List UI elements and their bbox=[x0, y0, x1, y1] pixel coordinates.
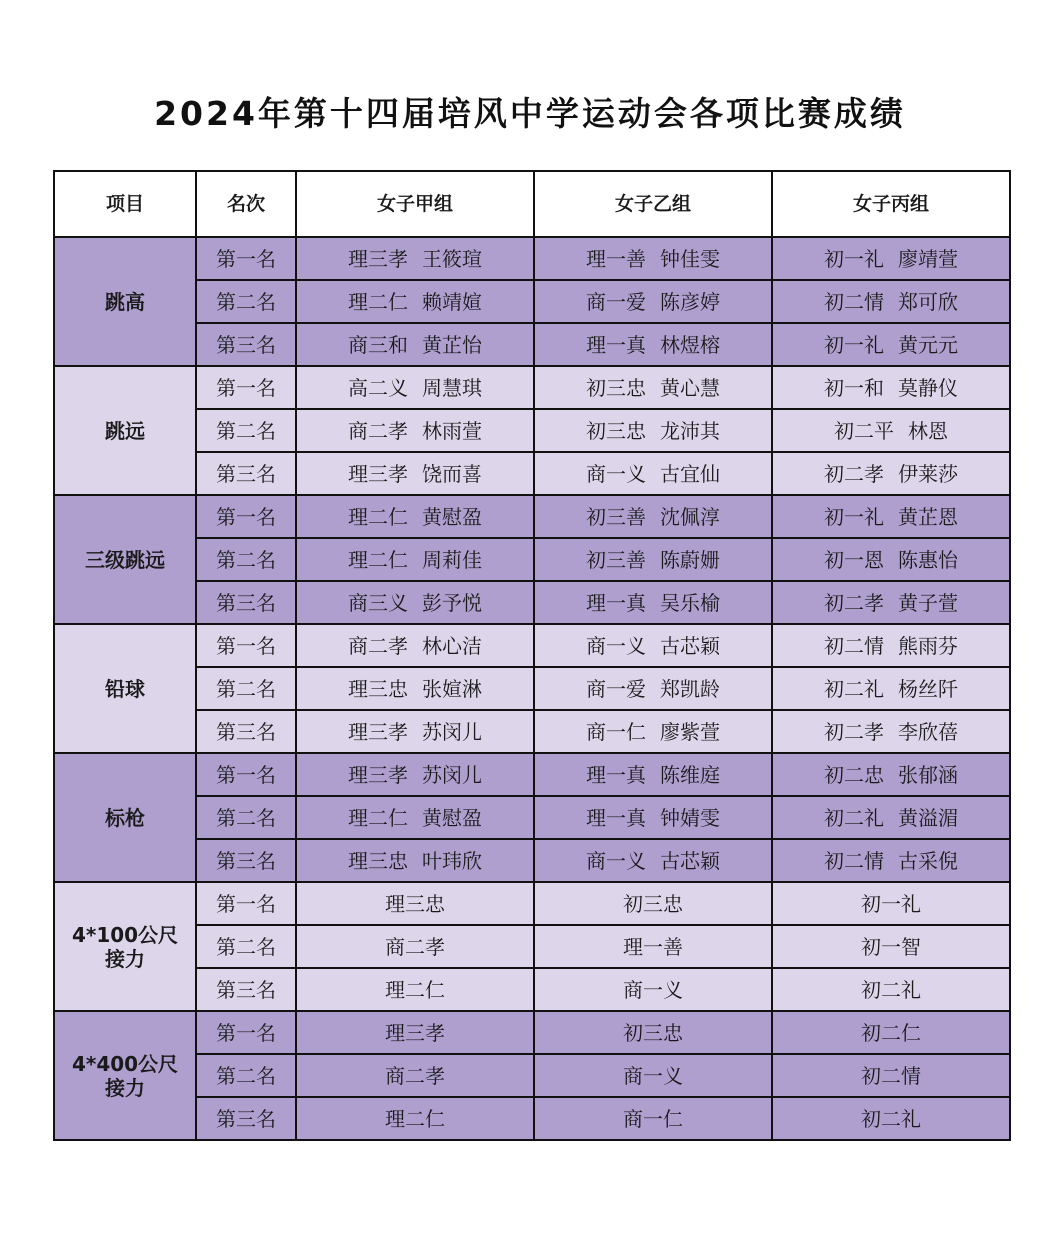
class-name: 理三孝 bbox=[348, 461, 408, 486]
athlete-name: 龙沛其 bbox=[660, 418, 720, 443]
table-row bbox=[54, 323, 1010, 366]
result-cell bbox=[772, 624, 1010, 667]
rank-cell: 第三名 bbox=[196, 452, 296, 495]
table-row bbox=[54, 1054, 1010, 1097]
result-cell bbox=[296, 1054, 534, 1097]
event-name-cell: 三级跳远 bbox=[54, 495, 196, 624]
class-name: 理二仁 bbox=[348, 289, 408, 314]
event-name-line: 接力 bbox=[105, 1075, 145, 1100]
event-group bbox=[54, 753, 1010, 882]
class-name: 初三忠 bbox=[623, 1020, 683, 1045]
result-cell bbox=[296, 667, 534, 710]
event-group bbox=[54, 495, 1010, 624]
class-name: 理二仁 bbox=[385, 977, 445, 1002]
result-cell bbox=[772, 323, 1010, 366]
athlete-name: 林雨萱 bbox=[422, 418, 482, 443]
event-name-line: 4*100公尺 bbox=[71, 922, 179, 947]
result-cell bbox=[296, 796, 534, 839]
athlete-name: 古采倪 bbox=[898, 848, 958, 873]
result-cell bbox=[772, 581, 1010, 624]
result-cell bbox=[772, 452, 1010, 495]
athlete-name: 古芯颖 bbox=[660, 848, 720, 873]
class-name: 初二平 bbox=[834, 418, 894, 443]
event-group bbox=[54, 882, 1010, 1011]
result-cell bbox=[772, 882, 1010, 925]
athlete-name: 古宜仙 bbox=[660, 461, 720, 486]
athlete-name: 周莉佳 bbox=[422, 547, 482, 572]
table-row bbox=[54, 452, 1010, 495]
result-cell bbox=[534, 839, 772, 882]
rank-cell: 第二名 bbox=[196, 280, 296, 323]
result-cell bbox=[534, 710, 772, 753]
athlete-name: 陈彦婷 bbox=[660, 289, 720, 314]
table-row bbox=[54, 366, 1010, 409]
class-name: 理三孝 bbox=[348, 246, 408, 271]
result-cell bbox=[772, 753, 1010, 796]
result-cell bbox=[296, 925, 534, 968]
rank-cell: 第二名 bbox=[196, 925, 296, 968]
table-row bbox=[54, 1097, 1010, 1140]
result-cell bbox=[296, 968, 534, 1011]
class-name: 初三忠 bbox=[586, 418, 646, 443]
result-cell bbox=[534, 882, 772, 925]
athlete-name: 彭予悦 bbox=[422, 590, 482, 615]
header-group-b: 女子乙组 bbox=[534, 171, 772, 237]
table-row bbox=[54, 495, 1010, 538]
result-cell bbox=[772, 796, 1010, 839]
class-name: 初二礼 bbox=[824, 676, 884, 701]
rank-cell: 第二名 bbox=[196, 796, 296, 839]
class-name: 理二仁 bbox=[385, 1106, 445, 1131]
result-cell bbox=[296, 409, 534, 452]
results-table bbox=[53, 170, 1011, 1141]
result-cell bbox=[772, 409, 1010, 452]
event-name-line: 4*400公尺 bbox=[71, 1051, 179, 1076]
athlete-name: 林煜榕 bbox=[660, 332, 720, 357]
result-cell bbox=[772, 366, 1010, 409]
result-cell bbox=[534, 1097, 772, 1140]
class-name: 商三和 bbox=[348, 332, 408, 357]
result-cell bbox=[296, 538, 534, 581]
table-row bbox=[54, 624, 1010, 667]
athlete-name: 廖紫萱 bbox=[660, 719, 720, 744]
result-cell bbox=[534, 968, 772, 1011]
athlete-name: 陈维庭 bbox=[660, 762, 720, 787]
class-name: 初一和 bbox=[824, 375, 884, 400]
class-name: 初二孝 bbox=[824, 590, 884, 615]
class-name: 商一义 bbox=[623, 1063, 683, 1088]
class-name: 初二礼 bbox=[861, 1106, 921, 1131]
class-name: 商一爱 bbox=[586, 676, 646, 701]
class-name: 初一礼 bbox=[824, 504, 884, 529]
athlete-name: 黄溢湄 bbox=[898, 805, 958, 830]
athlete-name: 周慧琪 bbox=[422, 375, 482, 400]
class-name: 理一真 bbox=[586, 762, 646, 787]
rank-cell: 第三名 bbox=[196, 710, 296, 753]
class-name: 理一真 bbox=[586, 805, 646, 830]
table-row bbox=[54, 839, 1010, 882]
class-name: 商二孝 bbox=[348, 633, 408, 658]
result-cell bbox=[534, 925, 772, 968]
rank-cell: 第一名 bbox=[196, 366, 296, 409]
header-row bbox=[54, 171, 1010, 237]
athlete-name: 古芯颖 bbox=[660, 633, 720, 658]
result-cell bbox=[296, 495, 534, 538]
result-cell bbox=[296, 624, 534, 667]
athlete-name: 黄子萱 bbox=[898, 590, 958, 615]
rank-cell: 第一名 bbox=[196, 1011, 296, 1054]
result-cell bbox=[296, 280, 534, 323]
result-cell bbox=[772, 538, 1010, 581]
rank-cell: 第二名 bbox=[196, 409, 296, 452]
table-row bbox=[54, 538, 1010, 581]
result-cell bbox=[772, 968, 1010, 1011]
class-name: 高二义 bbox=[348, 375, 408, 400]
result-cell bbox=[534, 624, 772, 667]
result-cell bbox=[534, 237, 772, 280]
result-cell bbox=[534, 323, 772, 366]
result-cell bbox=[534, 1011, 772, 1054]
result-cell bbox=[296, 581, 534, 624]
result-cell bbox=[772, 1011, 1010, 1054]
table-row bbox=[54, 925, 1010, 968]
rank-cell: 第三名 bbox=[196, 1097, 296, 1140]
class-name: 理三孝 bbox=[348, 762, 408, 787]
class-name: 理三忠 bbox=[348, 676, 408, 701]
athlete-name: 苏闵儿 bbox=[422, 762, 482, 787]
result-cell bbox=[296, 452, 534, 495]
class-name: 初二礼 bbox=[824, 805, 884, 830]
table-row bbox=[54, 710, 1010, 753]
event-name-cell bbox=[54, 1011, 196, 1140]
result-cell bbox=[772, 280, 1010, 323]
class-name: 初二孝 bbox=[824, 461, 884, 486]
athlete-name: 黄慰盈 bbox=[422, 504, 482, 529]
header-event: 项目 bbox=[54, 171, 196, 237]
class-name: 商一义 bbox=[586, 848, 646, 873]
event-name-cell: 跳高 bbox=[54, 237, 196, 366]
athlete-name: 郑可欣 bbox=[898, 289, 958, 314]
result-cell bbox=[296, 323, 534, 366]
rank-cell: 第一名 bbox=[196, 237, 296, 280]
class-name: 理二仁 bbox=[348, 504, 408, 529]
table-row bbox=[54, 280, 1010, 323]
athlete-name: 黄芷恩 bbox=[898, 504, 958, 529]
class-name: 理二仁 bbox=[348, 547, 408, 572]
class-name: 初三忠 bbox=[586, 375, 646, 400]
table-row bbox=[54, 581, 1010, 624]
result-cell bbox=[534, 753, 772, 796]
athlete-name: 钟婧雯 bbox=[660, 805, 720, 830]
class-name: 理一善 bbox=[623, 934, 683, 959]
athlete-name: 张郁涵 bbox=[898, 762, 958, 787]
table-row bbox=[54, 968, 1010, 1011]
class-name: 初一礼 bbox=[861, 891, 921, 916]
athlete-name: 林恩 bbox=[908, 418, 948, 443]
athlete-name: 廖靖萱 bbox=[898, 246, 958, 271]
athlete-name: 杨丝阡 bbox=[898, 676, 958, 701]
result-cell bbox=[534, 581, 772, 624]
rank-cell: 第三名 bbox=[196, 968, 296, 1011]
rank-cell: 第一名 bbox=[196, 495, 296, 538]
class-name: 商二孝 bbox=[385, 934, 445, 959]
class-name: 理三忠 bbox=[385, 891, 445, 916]
event-group bbox=[54, 237, 1010, 366]
athlete-name: 黄元元 bbox=[898, 332, 958, 357]
class-name: 商二孝 bbox=[348, 418, 408, 443]
class-name: 初一智 bbox=[861, 934, 921, 959]
event-name-cell: 标枪 bbox=[54, 753, 196, 882]
result-cell bbox=[772, 925, 1010, 968]
athlete-name: 伊莱莎 bbox=[898, 461, 958, 486]
event-name-line: 接力 bbox=[105, 946, 145, 971]
athlete-name: 饶而喜 bbox=[422, 461, 482, 486]
rank-cell: 第三名 bbox=[196, 839, 296, 882]
class-name: 初二情 bbox=[824, 289, 884, 314]
class-name: 理三忠 bbox=[348, 848, 408, 873]
table-row bbox=[54, 409, 1010, 452]
result-cell bbox=[534, 452, 772, 495]
table-row bbox=[54, 796, 1010, 839]
class-name: 商一爱 bbox=[586, 289, 646, 314]
class-name: 初一礼 bbox=[824, 246, 884, 271]
event-name-cell bbox=[54, 882, 196, 1011]
class-name: 初二孝 bbox=[824, 719, 884, 744]
event-group bbox=[54, 1011, 1010, 1140]
athlete-name: 莫静仪 bbox=[898, 375, 958, 400]
athlete-name: 王筱瑄 bbox=[422, 246, 482, 271]
class-name: 初二情 bbox=[861, 1063, 921, 1088]
result-cell bbox=[772, 1054, 1010, 1097]
table-row bbox=[54, 882, 1010, 925]
result-cell bbox=[772, 237, 1010, 280]
class-name: 商一义 bbox=[586, 633, 646, 658]
class-name: 初三善 bbox=[586, 547, 646, 572]
header-group-a: 女子甲组 bbox=[296, 171, 534, 237]
class-name: 商一义 bbox=[586, 461, 646, 486]
class-name: 商二孝 bbox=[385, 1063, 445, 1088]
athlete-name: 郑凯龄 bbox=[660, 676, 720, 701]
rank-cell: 第三名 bbox=[196, 323, 296, 366]
rank-cell: 第三名 bbox=[196, 581, 296, 624]
class-name: 初二仁 bbox=[861, 1020, 921, 1045]
result-cell bbox=[534, 1054, 772, 1097]
athlete-name: 林心洁 bbox=[422, 633, 482, 658]
class-name: 商一仁 bbox=[586, 719, 646, 744]
athlete-name: 叶玮欣 bbox=[422, 848, 482, 873]
result-cell bbox=[296, 710, 534, 753]
table-row bbox=[54, 1011, 1010, 1054]
athlete-name: 苏闵儿 bbox=[422, 719, 482, 744]
result-cell bbox=[534, 796, 772, 839]
class-name: 理一真 bbox=[586, 590, 646, 615]
class-name: 初二忠 bbox=[824, 762, 884, 787]
event-name-cell: 铅球 bbox=[54, 624, 196, 753]
rank-cell: 第一名 bbox=[196, 753, 296, 796]
result-cell bbox=[534, 366, 772, 409]
class-name: 初二情 bbox=[824, 633, 884, 658]
table-row bbox=[54, 667, 1010, 710]
result-cell bbox=[772, 667, 1010, 710]
class-name: 初一礼 bbox=[824, 332, 884, 357]
result-cell bbox=[772, 495, 1010, 538]
result-cell bbox=[772, 839, 1010, 882]
athlete-name: 钟佳雯 bbox=[660, 246, 720, 271]
class-name: 商一仁 bbox=[623, 1106, 683, 1131]
table-row bbox=[54, 753, 1010, 796]
rank-cell: 第一名 bbox=[196, 882, 296, 925]
athlete-name: 赖靖媗 bbox=[422, 289, 482, 314]
result-cell bbox=[534, 409, 772, 452]
event-group bbox=[54, 366, 1010, 495]
result-cell bbox=[772, 710, 1010, 753]
class-name: 商三义 bbox=[348, 590, 408, 615]
athlete-name: 黄心慧 bbox=[660, 375, 720, 400]
class-name: 初二情 bbox=[824, 848, 884, 873]
result-cell bbox=[534, 280, 772, 323]
athlete-name: 黄芷怡 bbox=[422, 332, 482, 357]
result-cell bbox=[296, 839, 534, 882]
class-name: 初三忠 bbox=[623, 891, 683, 916]
event-group bbox=[54, 624, 1010, 753]
athlete-name: 陈蔚姗 bbox=[660, 547, 720, 572]
rank-cell: 第二名 bbox=[196, 538, 296, 581]
page-title: 2024年第十四届培风中学运动会各项比赛成绩 bbox=[154, 94, 906, 133]
class-name: 初三善 bbox=[586, 504, 646, 529]
rank-cell: 第二名 bbox=[196, 667, 296, 710]
athlete-name: 熊雨芬 bbox=[898, 633, 958, 658]
result-cell bbox=[534, 538, 772, 581]
class-name: 初二礼 bbox=[861, 977, 921, 1002]
class-name: 理一真 bbox=[586, 332, 646, 357]
athlete-name: 陈惠怡 bbox=[898, 547, 958, 572]
result-cell bbox=[296, 753, 534, 796]
rank-cell: 第一名 bbox=[196, 624, 296, 667]
class-name: 理一善 bbox=[586, 246, 646, 271]
class-name: 理三孝 bbox=[385, 1020, 445, 1045]
result-cell bbox=[296, 237, 534, 280]
athlete-name: 张媗淋 bbox=[422, 676, 482, 701]
result-cell bbox=[534, 667, 772, 710]
rank-cell: 第二名 bbox=[196, 1054, 296, 1097]
result-cell bbox=[296, 1011, 534, 1054]
header-group-c: 女子丙组 bbox=[772, 171, 1010, 237]
class-name: 初一恩 bbox=[824, 547, 884, 572]
result-cell bbox=[296, 882, 534, 925]
class-name: 理二仁 bbox=[348, 805, 408, 830]
table-row bbox=[54, 237, 1010, 280]
event-name-cell: 跳远 bbox=[54, 366, 196, 495]
athlete-name: 李欣蓓 bbox=[898, 719, 958, 744]
result-cell bbox=[772, 1097, 1010, 1140]
result-cell bbox=[296, 366, 534, 409]
athlete-name: 沈佩淳 bbox=[660, 504, 720, 529]
athlete-name: 黄慰盈 bbox=[422, 805, 482, 830]
result-cell bbox=[296, 1097, 534, 1140]
header-rank: 名次 bbox=[196, 171, 296, 237]
class-name: 商一义 bbox=[623, 977, 683, 1002]
athlete-name: 吴乐榆 bbox=[660, 590, 720, 615]
result-cell bbox=[534, 495, 772, 538]
class-name: 理三孝 bbox=[348, 719, 408, 744]
